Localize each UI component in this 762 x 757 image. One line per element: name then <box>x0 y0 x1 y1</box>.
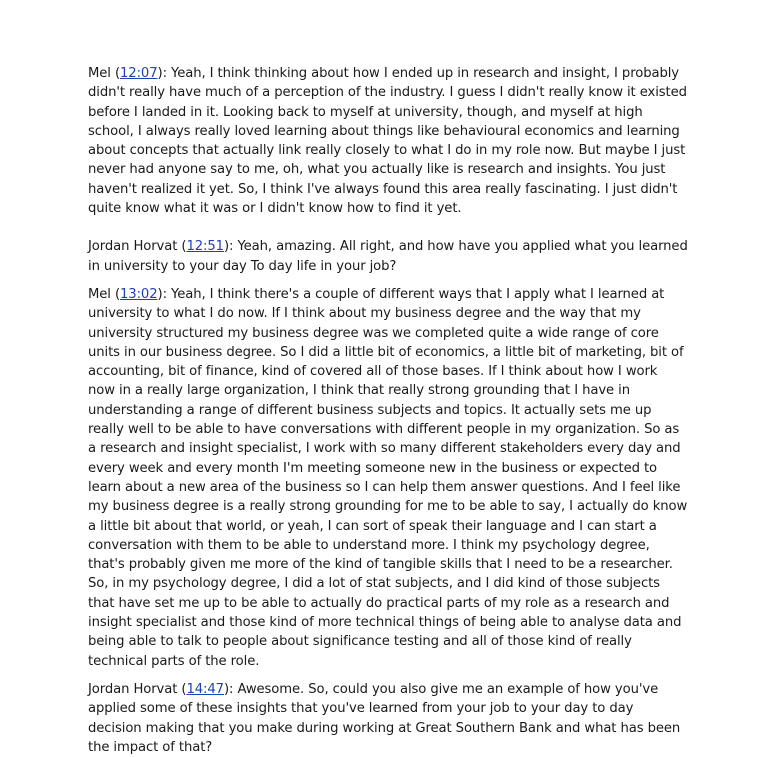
speaker-name: Mel <box>88 286 111 302</box>
utterance-text: : Yeah, I think thinking about how I ended up in research and insight, I probably didn't really have much of a perception of the industry. I guess I didn't really know it existed before I landed in it. Looking back to myself at university, though, and myself at high school, I always really loved learning about things like behavioural economics and learning about concepts that actually link really closely to what I do in my role now. But maybe I just never had anyone say to me, oh, what you actually like is research and insights. You just haven't realized it yet. So, I think I've always found this area really fascinating. I just didn't quite know what it was or I didn't know how to find it yet. <box>88 66 687 217</box>
utterance-text: : Yeah, amazing. All right, and how have you applied what you learned in university to your day To day life in your job? <box>88 239 688 274</box>
transcript-entry: Jordan Horvat (14:47): Awesome. So, could you also give me an example of how you've applied some of these insights that you've learned from your job to your day to day decision making that you make during working at Great Southern Bank and what has been the impact of that? <box>88 681 681 755</box>
speaker-name: Jordan Horvat <box>88 239 178 255</box>
timestamp-link[interactable]: 14:47 <box>186 681 224 697</box>
utterance-text: : Awesome. So, could you also give me an example of how you've applied some of these insights that you've learned from your job to your day to day decision making that you make during working at Great Southern Bank and what has been the impact of that? <box>88 681 681 755</box>
timestamp-link[interactable]: 12:07 <box>120 66 158 81</box>
speaker-name: Jordan Horvat <box>88 681 178 697</box>
transcript-entry: Jordan Horvat (12:51): Yeah, amazing. All right, and how have you applied what you learned in university to your day To day life in your job? <box>88 239 688 274</box>
transcript-entry: Mel (13:02): Yeah, I think there's a couple of different ways that I apply what I learned at university to what I do now. If I think about my business degree and the way that my university structured my business degree was we completed quite a wide range of core units in our business degree. So I did a little bit of economics, a little bit of marketing, bit of accounting, bit of finance, kind of covered all of those bases. If I think about how I work now in a really large organization, I think that really strong grounding that I have in understanding a range of different business subjects and topics. It actually sets me up really well to be able to have conversations with different people in my organization. So as a research and insight specialist, I work with so many different stakeholders every day and every week and every month I'm meeting someone new in the business or expected to learn about a new area of the business so I can help them answer questions. And I feel like my business degree is a really strong grounding for me to be able to say, I actually do know a little bit about that world, or yeah, I can sort of speak their language and I can start a conversation with them to be able to understand more. I think my psychology degree, that's probably given me more of the kind of tangible skills that I need to be a researcher. So, in my psychology degree, I did a lot of stat subjects, and I did kind of those subjects that have set me up to be able to actually do practical parts of my role as a research and insight specialist and those kind of more technical things of being able to analyse data and being able to talk to people about significance testing and all of those kind of really technical parts of the role. <box>88 286 688 669</box>
speaker-name: Mel <box>88 66 111 81</box>
timestamp-link[interactable]: 12:51 <box>186 239 224 255</box>
transcript <box>88 64 688 757</box>
utterance-text: : Yeah, I think there's a couple of different ways that I apply what I learned at university to what I do now. If I think about my business degree and the way that my university structured my business degree was we completed quite a wide range of core units in our business degree. So I did a little bit of economics, a little bit of marketing, bit of accounting, bit of finance, kind of covered all of those bases. If I think about how I work now in a really large organization, I think that really strong grounding that I have in understanding a range of different business subjects and topics. It actually sets me up really well to be able to have conversations with different people in my organization. So as a research and insight specialist, I work with so many different stakeholders every day and every week and every month I'm meeting someone new in the business or expected to learn about a new area of the business so I can help them answer questions. And I feel like my business degree is a really strong grounding for me to be able to say, I actually do know a little bit about that world, or yeah, I can sort of speak their language and I can start a conversation with them to be able to understand more. I think my psychology degree, that's probably given me more of the kind of tangible skills that I need to be a researcher. So, in my psychology degree, I did a lot of stat subjects, and I did kind of those subjects that have set me up to be able to actually do practical parts of my role as a research and insight specialist and those kind of more technical things of being able to analyse data and being able to talk to people about significance testing and all of those kind of really technical parts of the role. <box>88 286 688 669</box>
timestamp-link[interactable]: 13:02 <box>120 286 158 302</box>
transcript-entry: Mel (12:07): Yeah, I think thinking about how I ended up in research and insight, I probably didn't really have much of a perception of the industry. I guess I didn't really know it existed before I landed in it. Looking back to myself at university, though, and myself at high school, I always really loved learning about things like behavioural economics and learning about concepts that actually link really closely to what I do in my role now. But maybe I just never had anyone say to me, oh, what you actually like is research and insights. You just haven't realized it yet. So, I think I've always found this area really fascinating. I just didn't quite know what it was or I didn't know how to find it yet. <box>88 66 687 217</box>
